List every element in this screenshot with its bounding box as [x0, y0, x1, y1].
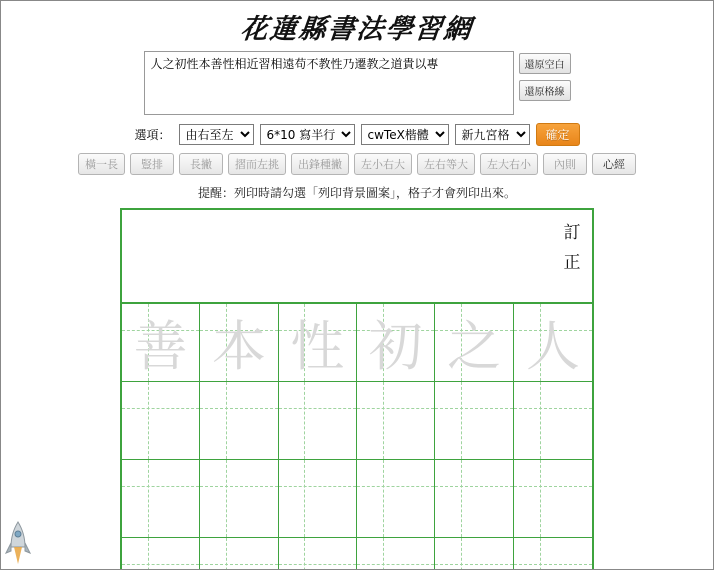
grid-cell[interactable]: [279, 460, 357, 538]
grid-cell[interactable]: [357, 382, 435, 460]
grid-cell[interactable]: [122, 304, 200, 382]
grid-cell[interactable]: [357, 304, 435, 382]
grid-cell[interactable]: [435, 460, 513, 538]
grid-cell[interactable]: [514, 538, 592, 569]
direction-select[interactable]: [179, 124, 254, 145]
practice-text-input[interactable]: [144, 51, 514, 115]
site-header: [1, 1, 713, 47]
stroke-button-6[interactable]: 左右等大: [417, 153, 475, 175]
confirm-button[interactable]: 確定: [536, 123, 580, 146]
grid-cell[interactable]: [200, 382, 278, 460]
grid-style-select[interactable]: [455, 124, 530, 145]
print-hint: 提醒：列印時請勾選「列印背景圖案」，格子才會列印出來。: [197, 186, 516, 200]
correction-char: 訂: [563, 223, 581, 243]
grid-cell[interactable]: [357, 460, 435, 538]
stroke-button-5[interactable]: 左小右大: [354, 153, 412, 175]
layout-select[interactable]: [260, 124, 355, 145]
grid-cell[interactable]: [357, 538, 435, 569]
stroke-button-7[interactable]: 左大右小: [480, 153, 538, 175]
stroke-toolbar: [1, 153, 713, 175]
grid-cell[interactable]: [200, 304, 278, 382]
grid-cell[interactable]: [435, 538, 513, 569]
stroke-button-9[interactable]: 心經: [592, 153, 636, 175]
text-side-buttons: [519, 51, 571, 101]
options-row: [1, 123, 713, 146]
grid-glyph: 善: [133, 315, 188, 378]
grid-cell[interactable]: [514, 304, 592, 382]
grid-cell[interactable]: [122, 382, 200, 460]
grid-glyph: 之: [446, 315, 501, 378]
grid-glyph: 初: [368, 315, 423, 378]
reset-grid-button[interactable]: 還原格線: [519, 80, 571, 101]
grid-cell[interactable]: [279, 382, 357, 460]
stroke-button-4[interactable]: 出鋒種撇: [291, 153, 349, 175]
text-input-row: [1, 51, 713, 115]
stroke-button-2[interactable]: 長撇: [179, 153, 223, 175]
grid-glyph: 性: [290, 315, 345, 378]
rocket-icon: [5, 521, 31, 565]
grid-cell[interactable]: [200, 460, 278, 538]
options-label: 選項：: [134, 128, 171, 142]
character-grid: [122, 304, 592, 569]
sheet-header: [122, 210, 592, 304]
page-root: [1, 1, 713, 569]
grid-cell[interactable]: [279, 304, 357, 382]
grid-glyph: 人: [525, 315, 580, 378]
grid-glyph: 本: [211, 315, 266, 378]
stroke-button-8[interactable]: 內則: [543, 153, 587, 175]
correction-char: 正: [563, 253, 581, 273]
practice-sheet: [120, 208, 594, 569]
grid-cell[interactable]: [122, 460, 200, 538]
site-title-logo: 花蓮縣書法學習網: [239, 14, 475, 45]
grid-cell[interactable]: [514, 382, 592, 460]
stroke-button-0[interactable]: 橫一長: [78, 153, 125, 175]
grid-cell[interactable]: [200, 538, 278, 569]
font-select[interactable]: [361, 124, 449, 145]
grid-cell[interactable]: [514, 460, 592, 538]
correction-label: [562, 218, 582, 278]
stroke-button-1[interactable]: 豎排: [130, 153, 174, 175]
grid-cell[interactable]: [122, 538, 200, 569]
reset-blank-button[interactable]: 還原空白: [519, 53, 571, 74]
grid-cell[interactable]: [279, 538, 357, 569]
grid-cell[interactable]: [435, 382, 513, 460]
grid-cell[interactable]: [435, 304, 513, 382]
stroke-button-3[interactable]: 摺而左挑: [228, 153, 286, 175]
paper-area: [1, 208, 713, 569]
